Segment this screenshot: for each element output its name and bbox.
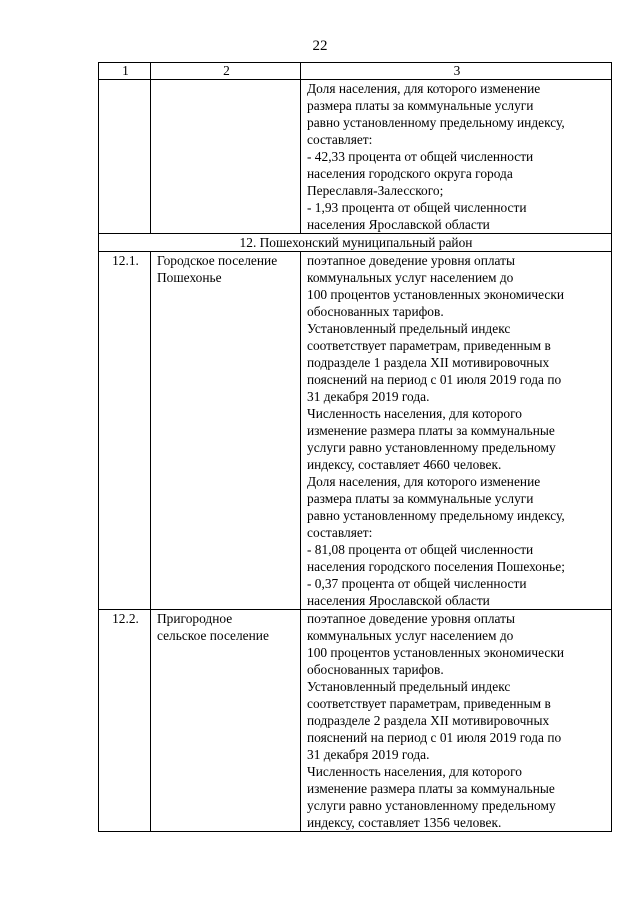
settlement-name — [151, 610, 301, 832]
text-line: изменение размера платы за коммунальные — [307, 781, 555, 796]
row-content — [301, 610, 612, 832]
text-line: - 1,93 процента от общей численности — [307, 200, 527, 215]
name-line: Пошехонье — [157, 270, 222, 285]
text-line: населения городского поселения Пошехонье; — [307, 559, 565, 574]
text-line: равно установленному предельному индексу, — [307, 115, 565, 130]
row-number: 12.1. — [99, 252, 151, 610]
text-line: составляет: — [307, 132, 373, 147]
continuation-name-cell — [151, 80, 301, 234]
text-line: обоснованных тарифов. — [307, 304, 444, 319]
text-line: Доля населения, для которого изменение — [307, 81, 541, 96]
text-line: поэтапное доведение уровня оплаты — [307, 253, 516, 268]
continuation-row — [99, 80, 612, 234]
text-line: Переславля-Залесского; — [307, 183, 444, 198]
text-line: услуги равно установленному предельному — [307, 440, 556, 455]
text-line: индексу, составляет 4660 человек. — [307, 457, 502, 472]
text-line: населения Ярославской области — [307, 593, 490, 608]
text-line: услуги равно установленному предельному — [307, 798, 556, 813]
header-col-1: 1 — [99, 63, 151, 80]
name-line: Городское поселение — [157, 253, 278, 268]
text-line: - 42,33 процента от общей численности — [307, 149, 534, 164]
text-line: индексу, составляет 1356 человек. — [307, 815, 502, 830]
text-line: обоснованных тарифов. — [307, 662, 444, 677]
name-line: сельское поселение — [157, 628, 269, 643]
text-line: соответствует параметрам, приведенным в — [307, 338, 551, 353]
text-line: 100 процентов установленных экономически — [307, 645, 565, 660]
text-line: 31 декабря 2019 года. — [307, 747, 430, 762]
settlement-name — [151, 252, 301, 610]
table-row — [99, 610, 612, 832]
continuation-num-cell — [99, 80, 151, 234]
text-line: поэтапное доведение уровня оплаты — [307, 611, 516, 626]
table-row — [99, 252, 612, 610]
text-line: - 81,08 процента от общей численности — [307, 542, 534, 557]
text-line: - 0,37 процента от общей численности — [307, 576, 527, 591]
section-title: 12. Пошехонский муниципальный район — [99, 234, 612, 252]
section-row — [99, 234, 612, 252]
text-line: размера платы за коммунальные услуги — [307, 98, 534, 113]
text-line: равно установленному предельному индексу, — [307, 508, 565, 523]
continuation-content-cell — [301, 80, 612, 234]
text-line: Численность населения, для которого — [307, 764, 522, 779]
text-line: подразделе 1 раздела XII мотивировочных — [307, 355, 550, 370]
text-line: 31 декабря 2019 года. — [307, 389, 430, 404]
text-line: населения городского округа города — [307, 166, 513, 181]
header-col-3: 3 — [301, 63, 612, 80]
table-header-row — [99, 63, 612, 80]
text-line: Установленный предельный индекс — [307, 321, 511, 336]
name-line: Пригородное — [157, 611, 233, 626]
text-line: Установленный предельный индекс — [307, 679, 511, 694]
text-line: пояснений на период с 01 июля 2019 года по — [307, 372, 562, 387]
text-line: коммунальных услуг населением до — [307, 270, 514, 285]
text-line: Численность населения, для которого — [307, 406, 522, 421]
text-line: коммунальных услуг населением до — [307, 628, 514, 643]
page-number: 22 — [312, 38, 328, 54]
text-line: соответствует параметрам, приведенным в — [307, 696, 551, 711]
row-number: 12.2. — [99, 610, 151, 832]
text-line: подразделе 2 раздела XII мотивировочных — [307, 713, 550, 728]
text-line: пояснений на период с 01 июля 2019 года по — [307, 730, 562, 745]
row-content — [301, 252, 612, 610]
text-line: Доля населения, для которого изменение — [307, 474, 541, 489]
header-col-2: 2 — [151, 63, 301, 80]
text-line: изменение размера платы за коммунальные — [307, 423, 555, 438]
text-line: населения Ярославской области — [307, 217, 490, 232]
tariff-table — [98, 62, 612, 832]
text-line: 100 процентов установленных экономически — [307, 287, 565, 302]
text-line: составляет: — [307, 525, 373, 540]
text-line: размера платы за коммунальные услуги — [307, 491, 534, 506]
